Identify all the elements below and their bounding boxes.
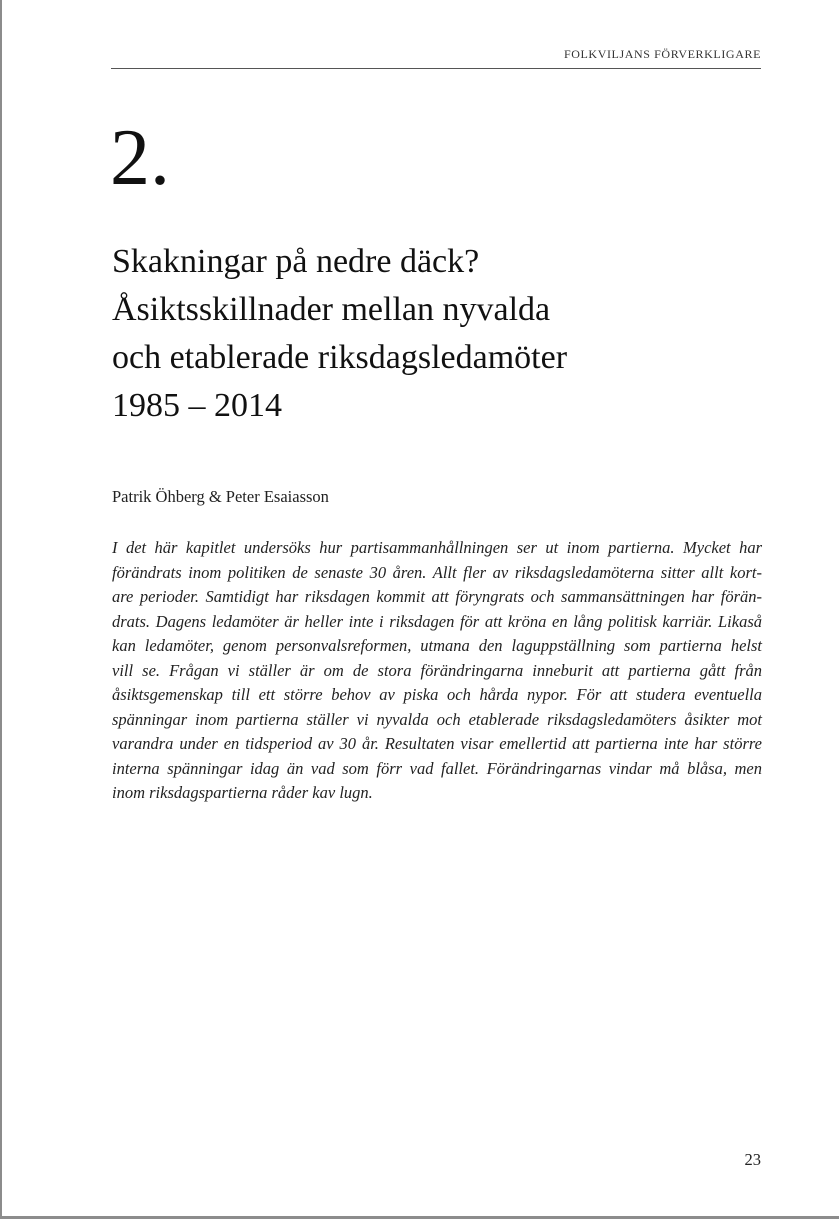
- chapter-number: 2.: [110, 114, 170, 202]
- chapter-title-line: 1985 – 2014: [112, 387, 282, 424]
- abstract-line: drats. Dagens ledamöter är heller inte i riksdagen för att kröna en lång politisk karriär. Likaså: [112, 611, 762, 631]
- abstract-line: interna spänningar idag än vad som förr vad fallet. Förändringarnas vindar må blåsa, men: [112, 758, 762, 778]
- page-number: 23: [744, 1150, 761, 1169]
- abstract-line: varandra under en tidsperiod av 30 år. Resultaten visar emellertid att partierna inte har större: [112, 734, 762, 753]
- header-rule: [111, 68, 761, 69]
- abstract-line: spänningar inom partierna ställer vi nyvalda och etablerade riksdagsledamöters åsikter mot: [112, 709, 762, 729]
- chapter-title-line: Skakningar på nedre däck?: [112, 243, 480, 280]
- abstract-line: åsiktsgemenskap till ett större behov av piska och hårda nypor. För att studera eventuella: [112, 685, 762, 704]
- running-header: FOLKVILJANS FÖRVERKLIGARE: [563, 47, 761, 61]
- abstract-line: vill se. Frågan vi ställer är om de stora förändringarna inneburit att partierna gått från: [112, 660, 762, 680]
- chapter-title-line: Åsiktsskillnader mellan nyvalda: [112, 291, 551, 328]
- chapter-abstract: [112, 536, 762, 806]
- chapter-authors: Patrik Öhberg & Peter Esaiasson: [112, 487, 329, 506]
- chapter-title-line: och etablerade riksdagsledamöter: [112, 339, 568, 376]
- abstract-line: inom riksdagspartierna råder kav lugn.: [112, 783, 373, 802]
- abstract-line: förändrats inom politiken de senaste 30 åren. Allt fler av riksdagsledamöterna sitter allt kort-: [112, 562, 762, 582]
- abstract-line: are perioder. Samtidigt har riksdagen kommit att föryngrats och sammansättningen har förän-: [112, 587, 762, 606]
- abstract-line: kan ledamöter, genom personvalsreformen, utmana den laguppställning som partierna helst: [112, 636, 762, 655]
- page-left-border: [0, 0, 2, 1219]
- chapter-title: [112, 238, 752, 430]
- abstract-line: I det här kapitlet undersöks hur partisammanhållningen ser ut inom partierna. Mycket har: [112, 538, 762, 557]
